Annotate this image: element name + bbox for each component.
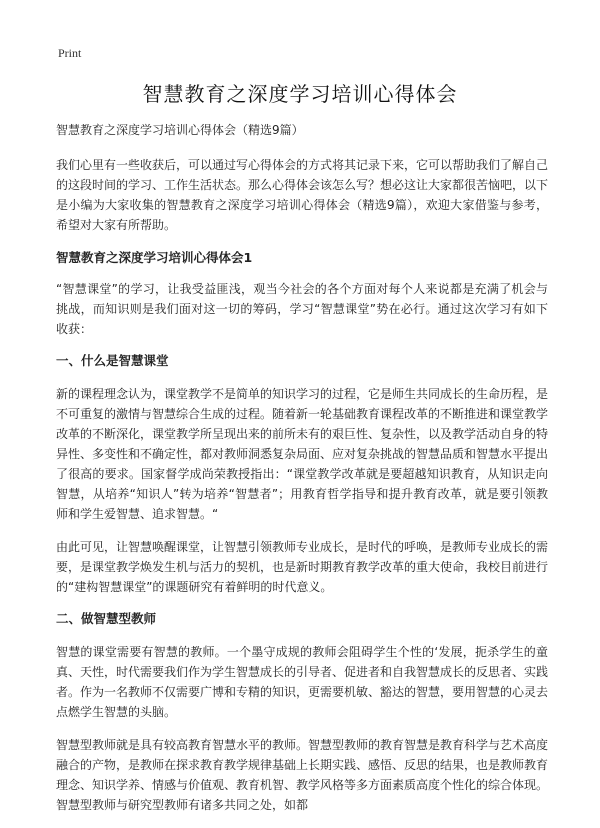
article-heading: 智慧教育之深度学习培训心得体会1 — [56, 250, 253, 265]
article-intro-paragraph: “智慧课堂”的学习，让我受益匪浅，观当今社会的各个方面对每个人来说都是充满了机会与挑战，而知识则是我们面对这一切的筹码，学习“智慧课堂”势在必行。通过这次学习有如下收获： — [56, 282, 548, 336]
section2-paragraph-1: 智慧的课堂需要有智慧的教师。一个墨守成规的教师会阻碍学生个性的‘发展，扼杀学生的童真、天性，时代需要我们作为学生智慧成长的引导者、促进者和自我智慧成长的反思者、实践者。作为一名教师不仅需要广博和专精的知识，更需要机敏、豁达的智慧，要用智慧的心灵去点燃学生智慧的头脑。 — [56, 645, 549, 719]
document-body — [56, 122, 548, 828]
section1-paragraph-1: 新的课程理念认为，课堂教学不是简单的知识学习的过程，它是师生共同成长的生命历程，是不可重复的激情与智慧综合生成的过程。随着新一轮基础教育课程改革的不断推进和课堂教学改革的不断深化，课堂教学所呈现出来的前所未有的艰巨性、复杂性，以及教学活动自身的特异性、多变性和不确定性，都对教师洞悉复杂局面、应对复杂挑战的智慧品质和智慧水平提出了很高的要求。国家督学成尚荣教授指出：“课堂教学改革就是要超越知识教育，从知识走向智慧，从培养“知识人”转为培养“智慧者”；用教育哲学指导和提升教育改革，就是要引领教师和学生爱智慧、追求智慧。“ — [56, 387, 549, 521]
document-subtitle: 智慧教育之深度学习培训心得体会（精选9篇） — [56, 123, 304, 137]
print-link[interactable]: Print — [58, 46, 82, 60]
section-heading-1: 一、什么是智慧课堂 — [56, 353, 169, 368]
intro-paragraph: 我们心里有一些收获后，可以通过写心得体会的方式将其记录下来，它可以帮助我们了解自己的这段时间的学习、工作生活状态。那么心得体会该怎么写？想必这让大家都很苦恼吧，以下是小编为大家收集的智慧教育之深度学习培训心得体会（精选9篇），欢迎大家借鉴与参考，希望对大家有所帮助。 — [56, 158, 549, 232]
section-heading-2: 二、做智慧型教师 — [56, 611, 157, 626]
page-title: 智慧教育之深度学习培训心得体会 — [142, 82, 458, 106]
section1-paragraph-2: 由此可见，让智慧唤醒课堂，让智慧引领教师专业成长，是时代的呼唤，是教师专业成长的需要，是课堂教学焕发生机与活力的契机，也是新时期教育教学改革的重大使命，我校目前进行的“建构智慧课堂”的课题研究有着鲜明的时代意义。 — [56, 540, 549, 594]
section2-paragraph-2: 智慧型教师就是具有较高教育智慧水平的教师。智慧型教师的教育智慧是教育科学与艺术高度融合的产物，是教师在探求教育教学规律基础上长期实践、感悟、反思的结果，也是教师教育理念、知识学养、情感与价值观、教育机智、教学风格等多方面素质高度个性化的综合体现。智慧型教师与研究型教师有诸多共同之处，如都 — [56, 738, 549, 812]
